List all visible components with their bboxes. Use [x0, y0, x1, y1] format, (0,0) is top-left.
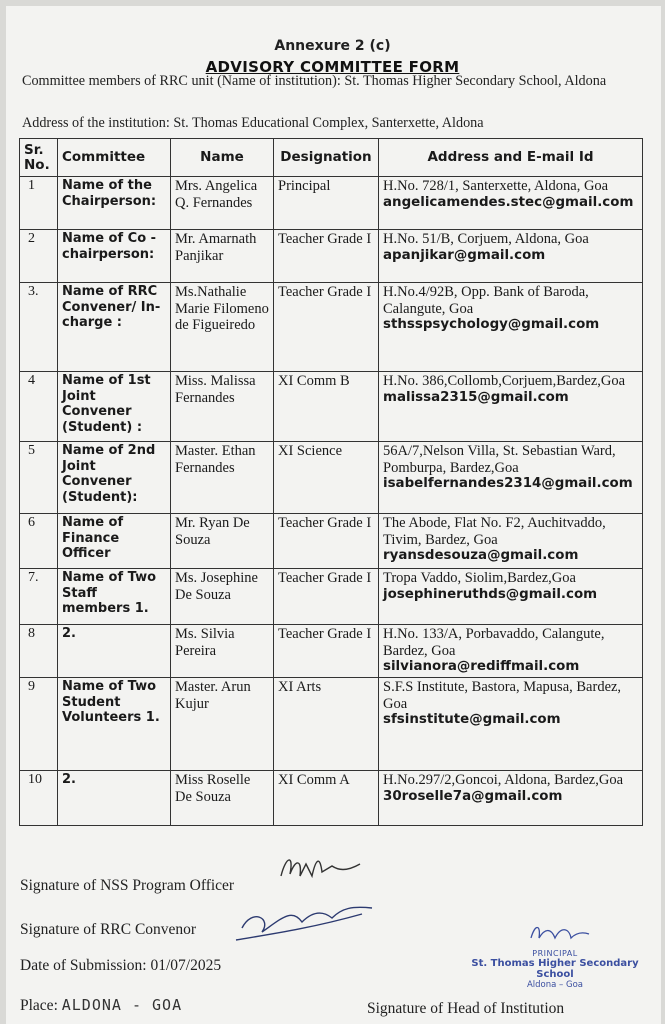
sr-cell: 5: [20, 442, 58, 514]
stamp-school: St. Thomas Higher Secondary School: [471, 958, 639, 980]
form-title: ADVISORY COMMITTEE FORM: [205, 58, 460, 76]
table-row: [20, 283, 643, 372]
name-cell: Miss Roselle De Souza: [171, 771, 274, 826]
name-cell: Miss. Malissa Fernandes: [171, 372, 274, 442]
nss-signature-label: Signature of NSS Program Officer: [20, 877, 235, 894]
place-value: ALDONA - GOA: [61, 996, 183, 1014]
sr-cell: 3.: [20, 283, 58, 372]
table-row: [20, 569, 643, 625]
name-cell: Ms.Nathalie Marie Filomeno de Figueiredo: [171, 283, 274, 372]
committee-cell: 2.: [58, 771, 171, 826]
address-text: Tropa Vaddo, Siolim,Bardez,Goa: [383, 570, 576, 586]
designation-cell: Teacher Grade I: [274, 230, 379, 283]
name-cell: Mr. Ryan De Souza: [171, 514, 274, 569]
institution-stamp: [455, 949, 655, 990]
designation-cell: Teacher Grade I: [274, 625, 379, 678]
email-text: malissa2315@gmail.com: [383, 389, 569, 405]
committee-cell: Name of Co - chairperson:: [58, 230, 171, 283]
address-text: H.No.297/2,Goncoi, Aldona, Bardez,Goa: [383, 772, 624, 788]
table-row: [20, 771, 643, 826]
designation-cell: Teacher Grade I: [274, 569, 379, 625]
table-row: [20, 230, 643, 283]
address-cell: [379, 625, 643, 678]
header-committee: Committee: [58, 139, 171, 177]
name-cell: Ms. Josephine De Souza: [171, 569, 274, 625]
address-cell: [379, 514, 643, 569]
committee-cell: Name of Finance Officer: [58, 514, 171, 569]
stamp-title: PRINCIPAL: [532, 949, 578, 958]
address-cell: [379, 569, 643, 625]
address-cell: [379, 177, 643, 230]
email-text: ryansdesouza@gmail.com: [383, 548, 579, 563]
name-cell: Mr. Amarnath Panjikar: [171, 230, 274, 283]
table-row: [20, 625, 643, 678]
address-text: 56A/7,Nelson Villa, St. Sebastian Ward, Pomburpa, Bardez,Goa: [383, 443, 616, 476]
address-text: H.No. 133/A, Porbavaddo, Calangute, Bardez, Goa: [383, 626, 605, 659]
head-signature-label: Signature of Head of Institution: [367, 1000, 565, 1017]
annexure-label: Annexure 2 (c): [274, 38, 391, 54]
designation-cell: XI Comm A: [274, 771, 379, 826]
committee-table: [19, 138, 643, 826]
rrc-signature-label: Signature of RRC Convenor: [20, 921, 197, 938]
place-label: Place:: [20, 997, 58, 1014]
designation-cell: Principal: [274, 177, 379, 230]
address-text: S.F.S Institute, Bastora, Mapusa, Bardez, Goa: [383, 679, 622, 712]
address-text: The Abode, Flat No. F2, Auchitvaddo, Tivim, Bardez, Goa: [383, 515, 606, 548]
table-row: [20, 678, 643, 771]
address-text: H.No.4/92B, Opp. Bank of Baroda, Calangute, Goa: [383, 284, 589, 317]
place-field: [20, 996, 182, 1015]
sr-cell: 9: [20, 678, 58, 771]
sr-cell: 4: [20, 372, 58, 442]
designation-cell: Teacher Grade I: [274, 283, 379, 372]
name-cell: Master. Arun Kujur: [171, 678, 274, 771]
email-text: sfsinstitute@gmail.com: [383, 712, 561, 727]
email-text: silvianora@rediffmail.com: [383, 659, 580, 674]
email-text: apanjikar@gmail.com: [383, 247, 546, 263]
date-label: Date of Submission:: [20, 957, 147, 974]
header-address: Address and E-mail Id: [379, 139, 643, 177]
email-text: josephineruthds@gmail.com: [383, 586, 598, 602]
address-text: H.No. 728/1, Santerxette, Aldona, Goa: [383, 178, 609, 194]
submission-date: [20, 957, 221, 975]
committee-cell: 2.: [58, 625, 171, 678]
table-header-row: [20, 139, 643, 177]
email-text: isabelfernandes2314@gmail.com: [383, 476, 633, 491]
designation-cell: XI Science: [274, 442, 379, 514]
header-name: Name: [171, 139, 274, 177]
email-text: sthsspsychology@gmail.com: [383, 317, 600, 332]
sr-cell: 7.: [20, 569, 58, 625]
committee-cell: Name of 2nd Joint Convener (Student):: [58, 442, 171, 514]
name-cell: Ms. Silvia Pereira: [171, 625, 274, 678]
institution-address: Address of the institution: St. Thomas Educational Complex, Santerxette, Aldona: [22, 115, 484, 131]
address-cell: [379, 283, 643, 372]
principal-signature-icon: [525, 918, 595, 948]
sr-cell: 1: [20, 177, 58, 230]
address-cell: [379, 442, 643, 514]
name-cell: Master. Ethan Fernandes: [171, 442, 274, 514]
address-cell: [379, 771, 643, 826]
committee-cell: Name of the Chairperson:: [58, 177, 171, 230]
address-cell: [379, 372, 643, 442]
address-text: H.No. 386,Collomb,Corjuem,Bardez,Goa: [383, 373, 626, 389]
email-text: angelicamendes.stec@gmail.com: [383, 194, 634, 210]
sr-cell: 8: [20, 625, 58, 678]
institution-line: Committee members of RRC unit (Name of institution): St. Thomas Higher Secondary School, Aldona: [22, 73, 607, 89]
rrc-signature-icon: [232, 888, 382, 948]
nss-signature-icon: [276, 846, 366, 891]
address-cell: [379, 678, 643, 771]
table-row: [20, 514, 643, 569]
header-designation: Designation: [274, 139, 379, 177]
sr-cell: 2: [20, 230, 58, 283]
name-cell: Mrs. Angelica Q. Fernandes: [171, 177, 274, 230]
sr-cell: 10: [20, 771, 58, 826]
committee-cell: Name of 1st Joint Convener (Student) :: [58, 372, 171, 442]
table-row: [20, 177, 643, 230]
sr-cell: 6: [20, 514, 58, 569]
committee-cell: Name of RRC Convener/ In-charge :: [58, 283, 171, 372]
header-sr: Sr. No.: [20, 139, 58, 177]
designation-cell: XI Arts: [274, 678, 379, 771]
table-row: [20, 372, 643, 442]
designation-cell: Teacher Grade I: [274, 514, 379, 569]
date-value: 01/07/2025: [150, 957, 222, 974]
email-text: 30roselle7a@gmail.com: [383, 788, 563, 804]
committee-cell: Name of Two Staff members 1.: [58, 569, 171, 625]
address-cell: [379, 230, 643, 283]
designation-cell: XI Comm B: [274, 372, 379, 442]
committee-cell: Name of Two Student Volunteers 1.: [58, 678, 171, 771]
stamp-place: Aldona – Goa: [526, 980, 584, 990]
address-text: H.No. 51/B, Corjuem, Aldona, Goa: [383, 231, 589, 247]
table-row: [20, 442, 643, 514]
